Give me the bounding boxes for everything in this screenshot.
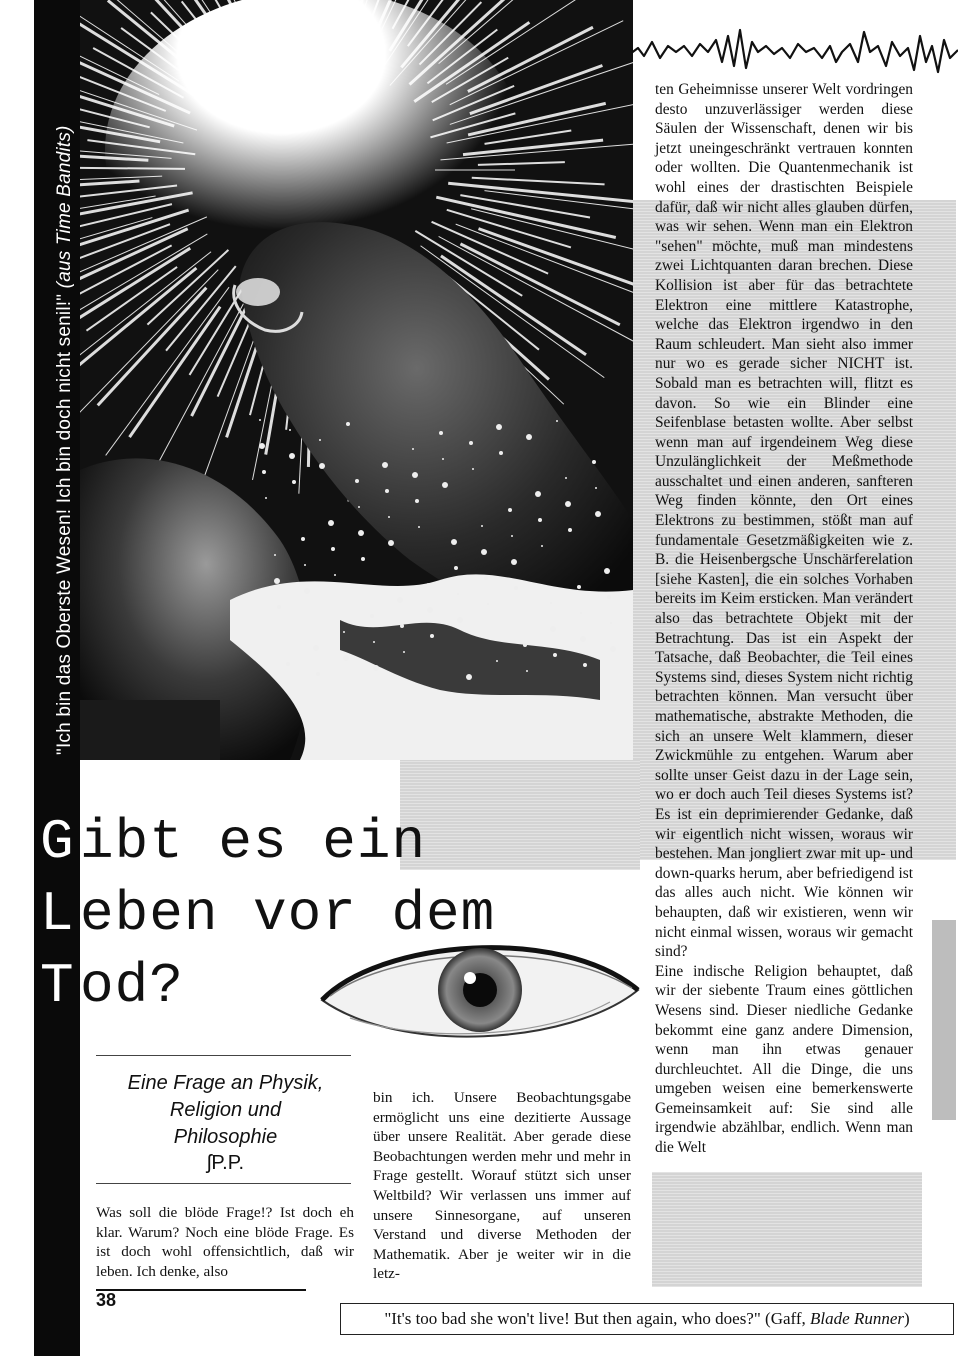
spray-speck <box>289 453 295 459</box>
subtitle-rule-bottom <box>96 1183 351 1184</box>
spray-speck <box>553 653 557 657</box>
subtitle-line-3: Philosophie <box>173 1126 278 1148</box>
spray-speck <box>457 617 463 623</box>
spray-speck <box>496 424 502 430</box>
spray-speck <box>439 431 443 435</box>
spray-speck <box>292 480 296 484</box>
spray-speck <box>427 607 433 613</box>
spray-speck <box>385 489 389 493</box>
spray-speck <box>487 603 489 605</box>
spray-speck <box>469 441 473 445</box>
page-number: 38 <box>96 1290 117 1310</box>
spray-speck <box>427 583 429 585</box>
article-column-left: Was soll die blöde Frage!? Ist doch eh klar. Warum? Noch eine blöde Frage. Es ist doch wohl offensichtlich, daß wir leben. Ich denke, also <box>96 1204 354 1280</box>
article-column-right <box>655 80 913 1158</box>
right-paragraph-1: ten Geheimnisse unserer Welt vordringen desto unzuverlässiger werden diese Säulen der Wissenschaft, denen wir bis jetzt uneingeschränkt vertrauen konnten oder wollten. Die Quantenmechanik ist wohl eines der drastischten Beispiele dafür, daß wir nicht alles glauben dürfen, was wir sehen. Wenn man ein Elektron "sehen" möchte, muß man mindestens zwei Lichtquanten daran brechen. Diese Kollision ist aber für das betrachtete Elektron eine mittlere Katastrophe, welche das Elektron irgendwo in den Raum schleudert. Man sieht also immer nur wo es gerade sicher NICHT ist. Sobald man es betrachten will, flitzt es davon. So wie ein Blinder eine Seifenblase betasten wollte. Aber selbst wenn man auf irgendeinem Weg diese Unzulänglichkeit der Meßmethode ausschaltet und einen anderen, sanfteren Weg finden könnte, den Ort eines Elektrons zu bestimmen, stößt man auf fundamentale Gesetzmäßigkeiten wie z. B. die Heisenbergsche Unschärferelation [siehe Kasten], die ein solches Vorhaben bereits im Keim ersticken. Man verändert also das betrachtete Objekt mit der Betrachtung. Das ist ein Aspekt der Tatsache, daß Beobachter, die Teil eines Systems sind, dieses System nicht richtig betrachten können. Man versucht über mathematische, abstrakte Methoden, die sich an unsere Welt klammern, dieser Zwickmühle zu entgehen. Warum aber sollte unser Geist dazu in der Lage sein, wo er doch auch Teil dieses Systems ist? Es ist ein deprimierender Gedanke, daß wir eigentlich nicht wissen, woraus wir bestehen. Man jongliert zwar mit up- und down-quarks herum, aber befriedigend ist das alles auch nicht. Wie können wir behaupten, daß wir existieren, wenn wir nicht einmal wissen, woraus wir gemacht sind? <box>655 81 913 961</box>
spray-speck <box>400 624 404 628</box>
spray-speck <box>604 568 610 574</box>
spray-speck <box>511 535 513 537</box>
subtitle <box>98 1070 353 1151</box>
spray-speck <box>382 462 388 468</box>
spray-speck <box>334 574 336 576</box>
spray-speck <box>496 660 498 662</box>
title-initial-3: T <box>40 950 80 1022</box>
sidebar-quote-source: (aus Time Bandits) <box>54 125 75 289</box>
spray-speck <box>430 634 434 638</box>
spray-speck <box>526 670 528 672</box>
spray-speck <box>514 586 518 590</box>
footer-quote-film: Blade Runner <box>810 1309 904 1328</box>
spray-speck <box>301 537 305 541</box>
spray-speck <box>538 518 542 522</box>
spray-speck <box>328 520 334 526</box>
spray-speck <box>535 491 541 497</box>
spray-speck <box>373 641 375 643</box>
spray-speck <box>550 626 556 632</box>
sidebar-quote-text: "Ich bin das Oberste Wesen! Ich bin doch nicht senil!" <box>54 293 75 755</box>
author-initials: ʃP.P. <box>206 1152 245 1174</box>
title-initial-1: G <box>40 806 80 878</box>
spray-speck <box>565 501 571 507</box>
page-number-rule <box>96 1289 306 1291</box>
spray-speck <box>319 463 325 469</box>
spray-speck <box>556 420 558 422</box>
footer-quote-close: ) <box>904 1309 910 1328</box>
spray-speck <box>403 651 405 653</box>
spray-speck <box>541 545 543 547</box>
spray-speck <box>610 622 612 624</box>
spray-speck <box>274 554 276 556</box>
spray-speck <box>442 458 444 460</box>
spray-speck <box>580 612 582 614</box>
spray-speck <box>358 530 364 536</box>
spray-speck <box>610 646 616 652</box>
spray-speck <box>370 614 374 618</box>
spray-speck <box>565 477 567 479</box>
spray-speck <box>331 547 335 551</box>
spray-speck <box>343 655 349 661</box>
spray-speck <box>442 482 448 488</box>
spray-speck <box>580 636 586 642</box>
spray-speck <box>289 429 291 431</box>
article-column-middle: bin ich. Unsere Beobachtungsgabe ermöglicht uns eine dezitierte Aussage über unsere Realität. Aber gerade diese Beobachtungen werden mehr und mehr in Frage gestellt. Worauf stützt sich unser Weltbild? Wir verlassen uns immer auf unsere Sinnesorgane, auf unseren Verstand und diverse Methoden der Mathematik. Aber je weiter wir in die letz- <box>373 1089 631 1283</box>
spray-speck <box>259 443 265 449</box>
spray-speck <box>595 511 601 517</box>
sidebar-strip <box>34 0 80 1356</box>
title-text-2: eben vor dem <box>80 882 496 946</box>
spray-speck <box>397 597 403 603</box>
spray-speck <box>457 593 459 595</box>
subtitle-rule-top <box>96 1055 351 1056</box>
spray-speck <box>472 468 474 470</box>
title-line-1 <box>40 806 600 878</box>
spray-speck <box>484 576 488 580</box>
spray-speck <box>595 487 597 489</box>
spray-speck <box>568 528 572 532</box>
hero-photo <box>80 0 633 760</box>
spray-speck <box>415 499 419 503</box>
spray-speck <box>412 448 414 450</box>
spray-speck <box>583 663 587 667</box>
spray-speck <box>523 643 527 647</box>
spray-speck <box>316 672 320 676</box>
spray-speck <box>481 525 483 527</box>
spray-speck <box>451 539 457 545</box>
spray-speck <box>355 479 359 483</box>
eye-illustration <box>320 930 640 1050</box>
title-text-1: ibt es ein <box>80 810 427 874</box>
spray-speck <box>418 526 420 528</box>
spray-speck <box>361 557 365 561</box>
spray-speck <box>274 578 280 584</box>
spray-speck <box>388 516 390 518</box>
title-initial-2: L <box>40 878 80 950</box>
spray-speck <box>343 631 345 633</box>
spray-speck <box>481 549 487 555</box>
spray-speck <box>511 559 517 565</box>
footer-quote-text: "It's too bad she won't live! But then again, who does?" (Gaff, <box>384 1309 811 1328</box>
spray-speck <box>607 595 611 599</box>
spray-speck <box>454 566 458 570</box>
spray-speck <box>277 605 281 609</box>
shaded-strip-edge <box>932 920 956 1120</box>
spray-speck <box>319 439 321 441</box>
spray-speck <box>466 674 472 680</box>
spray-speck <box>550 602 552 604</box>
right-paragraph-2: Eine indische Religion behauptet, daß wir der siebente Traum eines göttlichen Wesens sind. Dieser niedliche Gedanke bekommt eine ganz andere Dimension, wenn man ihn etwas genauer durchleuchtet. All die Dinge, die uns umgeben weisen eine bemerkenswerte Gemeinsamkeit auf: Sie sind alle irgendwie abzählbar, endlich. Wenn man die Welt <box>655 962 913 1157</box>
spray-speck <box>592 460 596 464</box>
spray-speck <box>508 508 512 512</box>
spray-speck <box>526 434 532 440</box>
spray-speck <box>262 470 266 474</box>
spray-speck <box>265 497 267 499</box>
spray-speck <box>388 540 394 546</box>
spray-speck <box>346 422 350 426</box>
subtitle-line-2: Religion und <box>169 1099 282 1121</box>
spray-speck <box>304 588 310 594</box>
footer-quote-box <box>340 1303 954 1335</box>
spray-speck <box>259 419 261 421</box>
spray-speck <box>286 662 290 666</box>
subtitle-line-1: Eine Frage an Physik, <box>127 1072 324 1094</box>
spray-speck <box>499 451 503 455</box>
spray-speck <box>577 585 581 589</box>
title-text-3: od? <box>80 954 184 1018</box>
spray-speck <box>412 472 418 478</box>
spray-speck <box>373 665 379 671</box>
spray-speck <box>304 564 306 566</box>
shaded-box-bottom <box>652 1172 922 1287</box>
spray-speck <box>313 645 319 651</box>
spray-speck <box>358 506 360 508</box>
